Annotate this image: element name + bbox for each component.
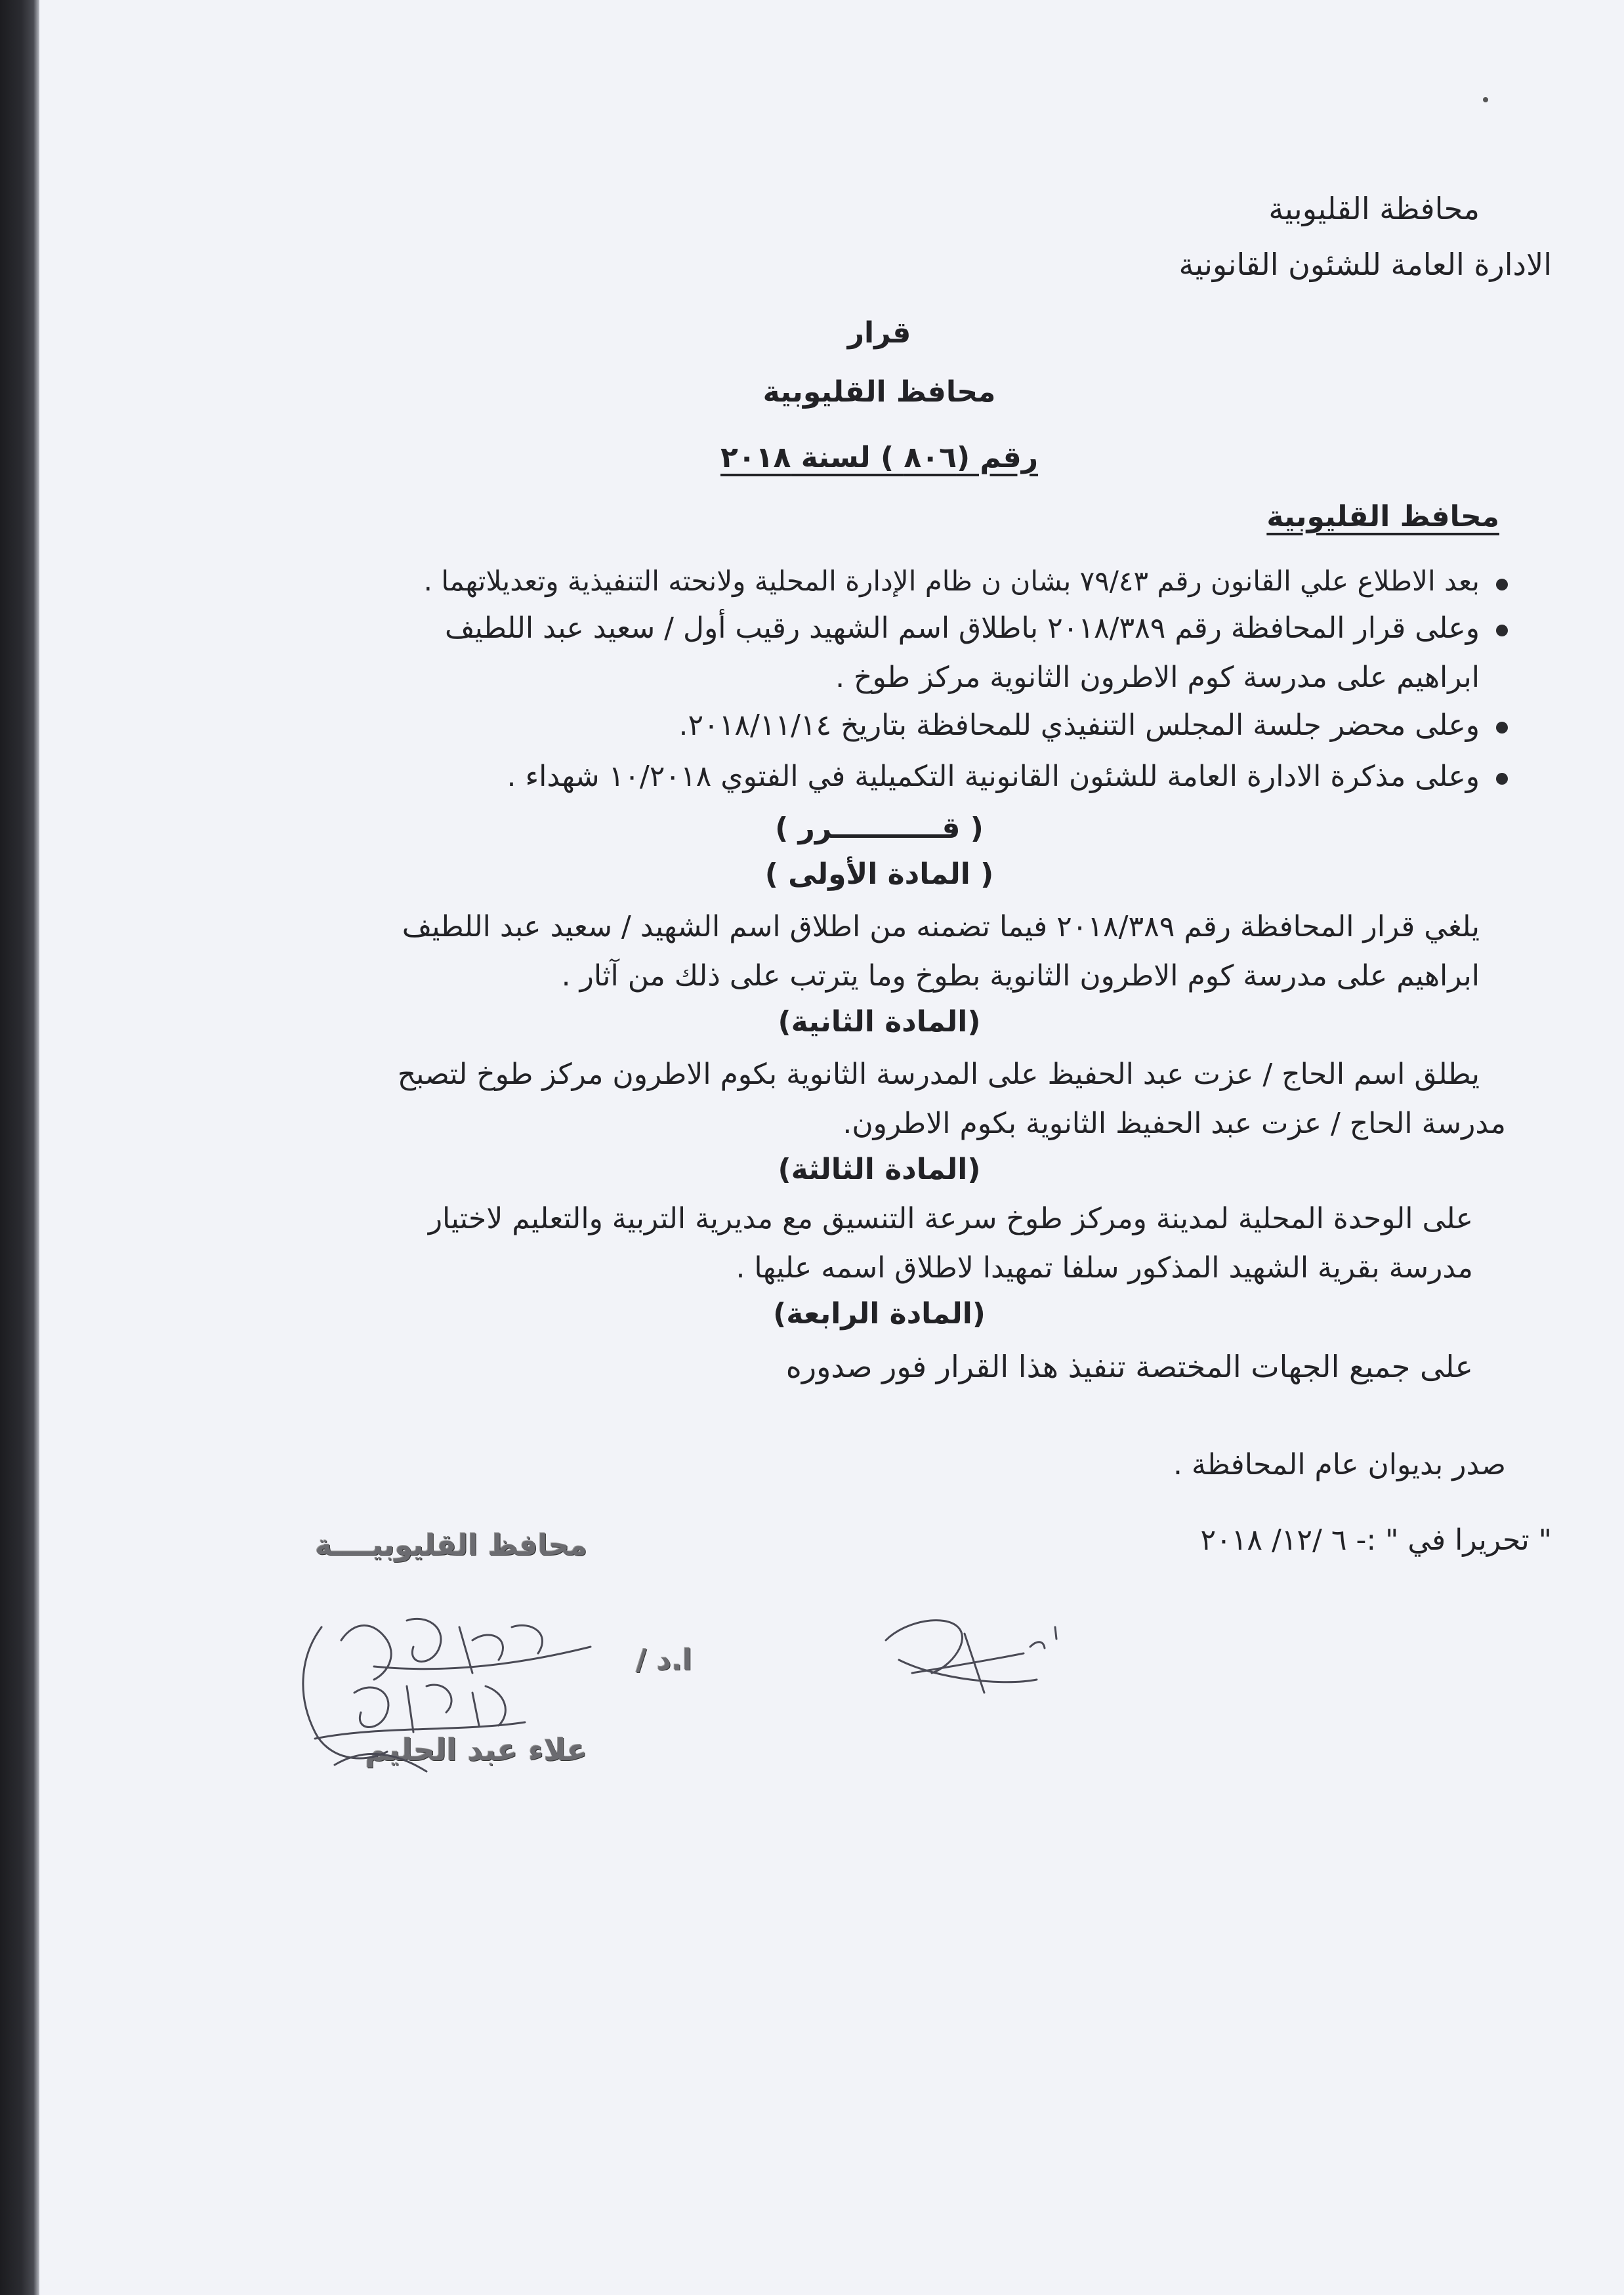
article-3-line-1: على الوحدة المحلية لمدينة ومركز طوخ سرعة التنسيق مع مديرية التربية والتعليم لاختيار	[428, 1202, 1473, 1235]
title-number: رقم (٨٠٦ ) لسنة ٢٠١٨	[720, 441, 1039, 474]
article-4-heading: (المادة الرابعة)	[773, 1297, 986, 1331]
preamble-item-3: وعلى محضر جلسة المجلس التنفيذي للمحافظة بتاريخ ٢٠١٨/١١/١٤.	[678, 709, 1480, 742]
handwritten-signature	[276, 1601, 617, 1791]
preamble-item-1: بعد الاطلاع علي القانون رقم ٧٩/٤٣ بشان ن ظام الإدارة المحلية ولانحته التنفيذية وتعديلاتهما .	[423, 565, 1480, 597]
preamble-item-2-cont: ابراهيم على مدرسة كوم الاطرون الثانوية مركز طوخ .	[835, 661, 1480, 694]
article-2-line-2: مدرسة الحاج / عزت عبد الحفيظ الثانوية بكوم الاطرون.	[843, 1107, 1506, 1140]
article-3-line-2: مدرسة بقرية الشهيد المذكور سلفا تمهيدا لاطلاق اسمه عليها .	[736, 1251, 1473, 1285]
header-department: الادارة العامة للشئون القانونية	[1178, 247, 1552, 282]
article-2-heading: (المادة الثانية)	[778, 1005, 981, 1039]
header-governorate: محافظة القليوبية	[1268, 191, 1480, 226]
signature-prefix: ا.د /	[636, 1644, 692, 1677]
bullet-marker	[1496, 625, 1508, 636]
article-2-line-1: يطلق اسم الحاج / عزت عبد الحفيظ على المدرسة الثانوية بكوم الاطرون مركز طوخ لتصبح	[397, 1058, 1480, 1091]
bullet-marker	[1496, 773, 1508, 785]
article-1-heading: ( المادة الأولى )	[764, 858, 994, 891]
closing-dated: " تحريرا في " :- ٦ /١٢/ ٢٠١٨	[1200, 1523, 1552, 1557]
decision-heading: ( قـــــــــــرر )	[775, 812, 984, 845]
title-decision: قرار	[847, 316, 911, 350]
preamble-item-4: وعلى مذكرة الادارة العامة للشئون القانونية التكميلية في الفتوي ١٠/٢٠١٨ شهداء .	[507, 760, 1480, 793]
bullet-marker	[1496, 722, 1508, 734]
title-governor: محافظ القليوبية	[762, 375, 996, 409]
handwritten-initials	[873, 1601, 1083, 1706]
signature-title: محافظ القليوبيــــة	[315, 1529, 587, 1562]
signature-name: علاء عبد الحليم	[365, 1732, 587, 1768]
article-4-line-1: على جميع الجهات المختصة تنفيذ هذا القرار فور صدوره	[785, 1349, 1473, 1384]
preamble-item-2: وعلى قرار المحافظة رقم ٢٠١٨/٣٨٩ باطلاق اسم الشهيد رقيب أول / سعيد عبد اللطيف	[445, 611, 1480, 645]
preamble-heading: محافظ القليوبية	[1266, 500, 1499, 533]
article-3-heading: (المادة الثالثة)	[778, 1153, 981, 1186]
article-1-line-1: يلغي قرار المحافظة رقم ٢٠١٨/٣٨٩ فيما تضمنه من اطلاق اسم الشهيد / سعيد عبد اللطيف	[402, 910, 1480, 943]
closing-issued: صدر بديوان عام المحافظة .	[1173, 1448, 1506, 1481]
article-1-line-2: ابراهيم على مدرسة كوم الاطرون الثانوية بطوخ وما يترتب على ذلك من آثار .	[561, 959, 1480, 993]
scan-speck	[1483, 97, 1488, 102]
bullet-marker	[1496, 579, 1508, 590]
